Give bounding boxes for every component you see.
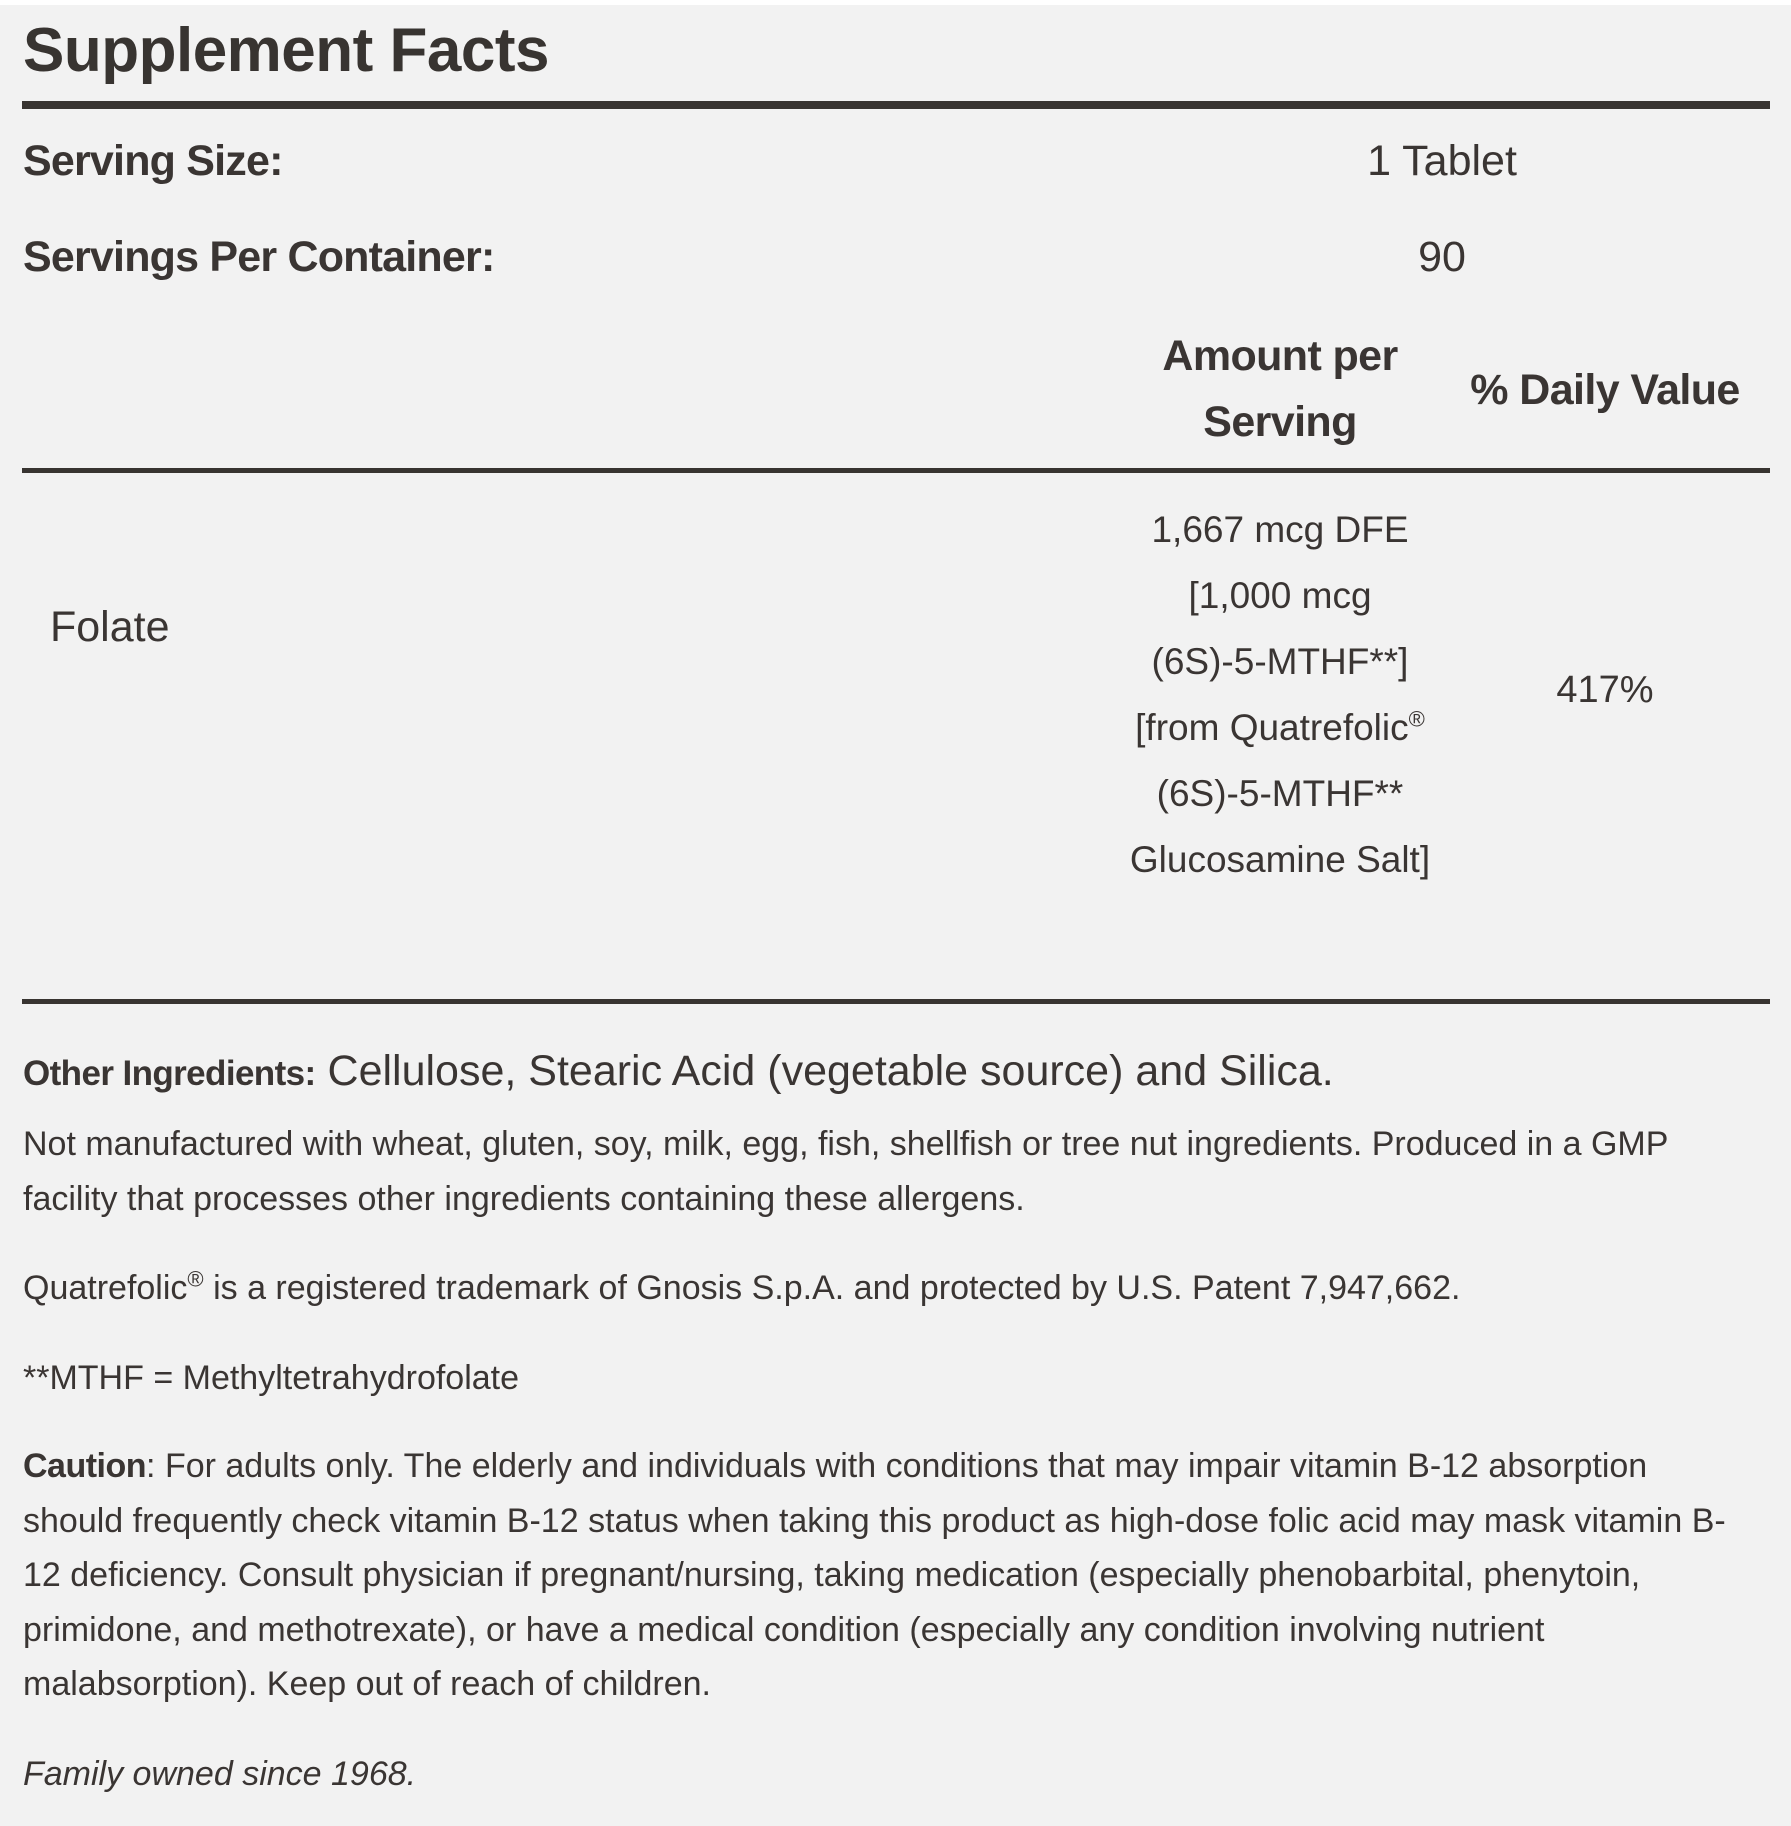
- supplement-facts-panel: [0, 5, 1791, 1826]
- daily-value-header: % Daily Value: [1470, 366, 1740, 414]
- registered-mark: ®: [187, 1266, 204, 1292]
- servings-per-container-label: Servings Per Container:: [23, 233, 495, 281]
- mthf-footnote: **MTHF = Methyltetrahydrofolate: [23, 1359, 520, 1397]
- amount-line-text: [from Quatrefolic: [1135, 707, 1409, 748]
- other-ingredients: [23, 1047, 1334, 1096]
- trademark-text: is a registered trademark of Gnosis S.p.A. and protected by U.S. Patent 7,947,662.: [203, 1269, 1461, 1307]
- nutrient-amount: [1080, 497, 1480, 893]
- caution-label: Caution: [23, 1447, 147, 1485]
- nutrients-divider: [22, 999, 1770, 1004]
- nutrient-daily-value: 417%: [1556, 669, 1654, 711]
- amount-line: 1,667 mcg DFE: [1151, 509, 1409, 550]
- caution-note: [23, 1439, 1753, 1712]
- amount-header-line-2: Serving: [1203, 398, 1357, 446]
- other-ingredients-text: Cellulose, Stearic Acid (vegetable source) and Silica.: [327, 1047, 1334, 1095]
- family-note: Family owned since 1968.: [23, 1755, 417, 1793]
- allergen-note: Not manufactured with wheat, gluten, soy, milk, egg, fish, shellfish or tree nut ingredients. Produced in a GMP facility that processes other ingredients containing these allergens.: [23, 1125, 1668, 1218]
- caution-text: : For adults only. The elderly and individuals with conditions that may impair vitamin B-12 absorption should frequently check vitamin B-12 status when taking this product as high-dose folic acid may mask vitamin B-12 deficiency. Consult physician if pregnant/nursing, taking medication (especially phenobarbital, phenytoin, primidone, and methotrexate), or have a medical condition (especially any condition involving nutrient malabsorption). Keep out of reach of children.: [23, 1447, 1726, 1703]
- trademark-note: [23, 1261, 1753, 1316]
- header-divider: [22, 468, 1770, 473]
- amount-line: [1,000 mcg: [1188, 575, 1372, 616]
- registered-mark: ®: [1408, 706, 1425, 732]
- amount-line: Glucosamine Salt]: [1129, 839, 1431, 880]
- amount-line: (6S)-5-MTHF**]: [1151, 641, 1409, 682]
- serving-size-label: Serving Size:: [23, 137, 283, 185]
- servings-per-container-value: 90: [1418, 233, 1466, 281]
- page-title: Supplement Facts: [23, 16, 549, 85]
- amount-line: [1080, 695, 1480, 761]
- title-divider: [22, 101, 1770, 109]
- trademark-brand: Quatrefolic: [23, 1269, 188, 1307]
- amount-per-serving-header: [1120, 323, 1440, 455]
- nutrient-name: Folate: [50, 603, 170, 651]
- serving-size-value: 1 Tablet: [1367, 137, 1517, 185]
- amount-line: (6S)-5-MTHF**: [1156, 773, 1404, 814]
- amount-header-line-1: Amount per: [1162, 332, 1398, 380]
- other-ingredients-label: Other Ingredients:: [23, 1054, 316, 1093]
